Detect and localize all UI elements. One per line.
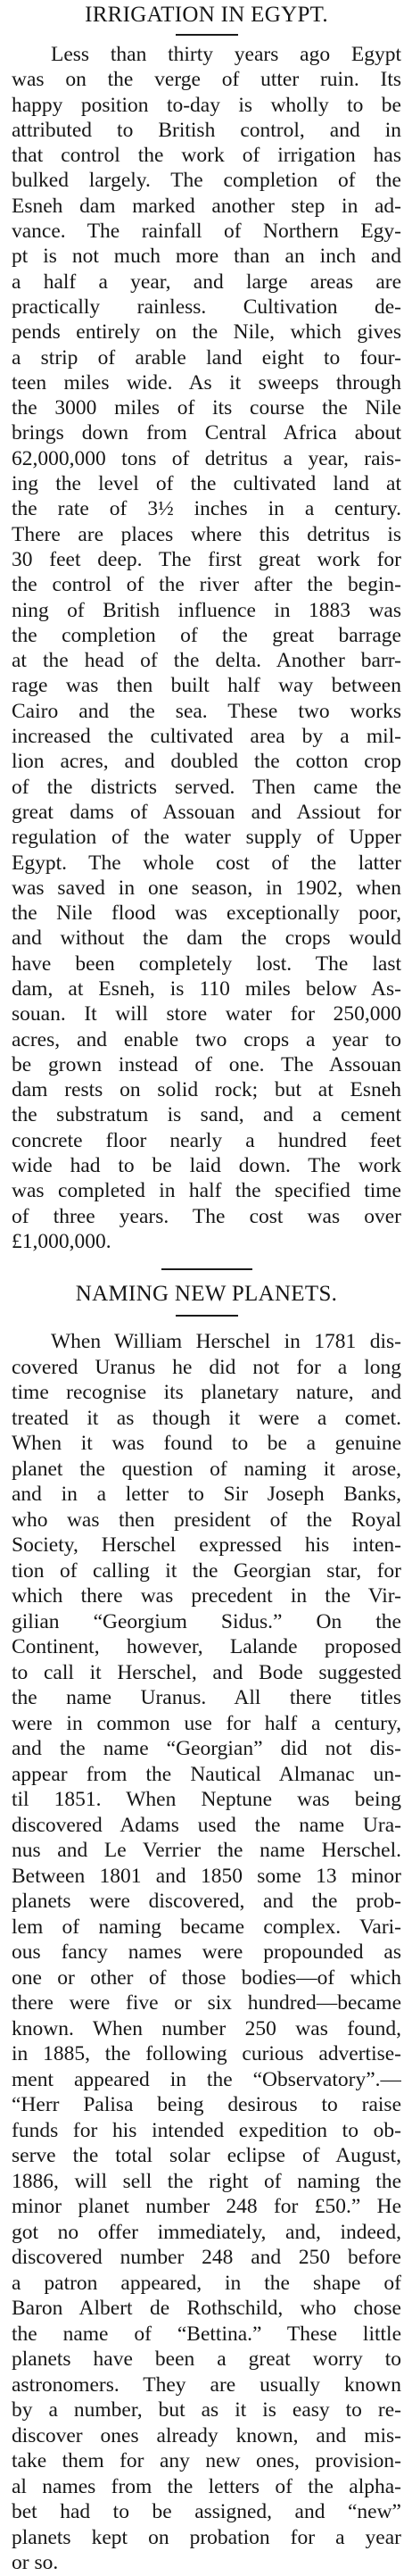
text-line: souan. It will store water for 250,000 [12,1002,401,1026]
text-line: When it was found to be a genuine [12,1432,401,1456]
text-line: wide had to be laid down. The work [12,1154,401,1178]
text-line: or so. [12,2551,59,2575]
text-line: who was then president of the Royal [12,1508,401,1532]
text-line: Society, Herschel expressed his inten- [12,1533,401,1558]
text-line: got no offer immediately, and, indeed, [12,2220,401,2244]
text-line: bulked largely. The completion of the [12,169,401,193]
text-line: discovered number 248 and 250 before [12,2246,401,2270]
article-headline-irrigation: IRRIGATION IN EGYPT. [85,3,328,27]
text-line: Egypt. The whole cost of the latter [12,851,401,875]
text-line: astronomers. They are usually known [12,2372,401,2397]
text-line: covered Uranus he did not for a long [12,1355,401,1379]
text-line: When William Herschel in 1781 dis- [51,1330,401,1354]
text-line: that control the work of irrigation has [12,144,401,168]
text-line: 62,000,000 tons of detritus a year, rais- [12,446,401,470]
headline-rule [176,34,238,36]
text-line: Less than thirty years ago Egypt [51,43,401,66]
text-line: were in common use for half a century, [12,1711,401,1735]
text-line: the Nile flood was exceptionally poor, [12,902,401,926]
text-line: til 1851. When Neptune was being [12,1788,401,1812]
text-line: planet the question of naming it arose, [12,1457,401,1481]
text-line: was completed in half the specified time [12,1179,401,1203]
text-line: pt is not much more than an inch and [12,245,401,269]
text-line: attributed to British control, and in [12,118,401,142]
article-body-irrigation [12,42,401,1254]
text-line: dam, at Esneh, is 110 miles below As- [12,976,401,1001]
text-line: There are places where this detritus is [12,522,401,546]
text-line: planets have been a great worry to [12,2347,401,2372]
text-line: the name Uranus. All there titles [12,1686,401,1710]
article-headline-planets: NAMING NEW PLANETS. [75,1282,338,1307]
text-line: was on the verge of utter ruin. Its [12,68,401,92]
text-line: regulation of the water supply of Upper [12,826,401,850]
text-line: brings down from Central Africa about [12,421,401,445]
text-line: vance. The rainfall of Northern Egy- [12,220,401,244]
text-line: minor planet number 248 for £50.” He [12,2195,401,2219]
text-line: known. When number 250 was found, [12,2016,401,2040]
text-line: which there was precedent in the Vir- [12,1584,401,1608]
headline-rule [176,1315,238,1317]
text-line: Baron Albert de Rothschild, who chose [12,2297,401,2321]
text-line: time recognise its planetary nature, and [12,1381,401,1405]
text-line: practically rainless. Cultivation de- [12,295,401,319]
text-line: planets kept on probation for a year [12,2525,401,2549]
text-line: a half a year, and large areas are [12,270,401,294]
text-line: “Herr Palisa being desirous to raise [12,2093,401,2117]
text-line: lion acres, and doubled the cotton crop [12,750,401,774]
text-line: treated it as though it were a comet. [12,1406,401,1430]
text-line: was saved in one season, in 1902, when [12,876,401,900]
text-line: discover ones already known, and mis- [12,2423,401,2447]
text-line: happy position to-day is wholly to be [12,93,401,117]
text-line: ous fancy names were propounded as [12,1940,401,1965]
text-line: the rate of 3½ inches in a century. [12,497,401,521]
text-line: ment appeared in the “Observatory”.— [12,2067,401,2091]
text-line: of three years. The cost was over [12,1204,401,1228]
text-line: a patron appeared, in the shape of [12,2271,401,2295]
text-line: Esneh dam marked another step in ad- [12,194,401,218]
article-body-planets [12,1329,401,2576]
text-line: be grown instead of one. The Assouan [12,1052,401,1076]
text-line: funds for his intended expedition to ob- [12,2118,401,2142]
text-line: teen miles wide. As it sweeps through [12,370,401,395]
text-line: gilian “Georgium Sidus.” On the [12,1609,401,1633]
text-line: increased the cultivated area by a mil- [12,725,401,749]
text-line: rage was then built half way between [12,674,401,698]
text-line: dam rests on solid rock; but at Esneh [12,1078,401,1102]
text-line: Continent, however, Lalande proposed [12,1635,401,1659]
text-line: tion of calling it the Georgian star, for [12,1558,401,1583]
article-separator-rule [161,1268,252,1270]
text-line: concrete floor nearly a hundred feet [12,1128,401,1152]
text-line: the 3000 miles of its course the Nile [12,396,401,420]
text-line: take them for any new ones, provision- [12,2449,401,2473]
text-line: £1,000,000. [12,1229,111,1253]
text-line: 1886, will sell the right of naming the [12,2169,401,2193]
text-line: and without the dam the crops would [12,927,401,951]
text-line: al names from the letters of the alpha- [12,2474,401,2498]
text-line: the control of the river after the begin- [12,573,401,597]
text-line: ning of British influence in 1883 was [12,598,401,622]
text-line: a strip of arable land eight to four- [12,345,401,370]
text-line: and the name “Georgian” did not dis- [12,1737,401,1761]
text-line: there were five or six hundred—became [12,1991,401,2015]
text-line: discovered Adams used the name Ura- [12,1813,401,1837]
text-line: ing the level of the cultivated land at [12,472,401,496]
text-line: to call it Herschel, and Bode suggested [12,1660,401,1684]
text-line: by a number, but as it is easy to re- [12,2398,401,2422]
text-line: Cairo and the sea. These two works [12,699,401,723]
text-line: the substratum is sand, and a cement [12,1103,401,1127]
text-line: great dams of Assouan and Assiout for [12,800,401,824]
text-line: appear from the Nautical Almanac un- [12,1762,401,1786]
text-line: in 1885, the following curious advertise- [12,2042,401,2066]
text-line: bet had to be assigned, and “new” [12,2500,401,2524]
text-line: 30 feet deep. The first great work for [12,547,401,571]
text-line: nus and Le Verrier the name Herschel. [12,1839,401,1863]
text-line: serve the total solar eclipse of August, [12,2144,401,2168]
text-line: at the head of the delta. Another barr- [12,649,401,673]
text-line: the name of “Bettina.” These little [12,2322,401,2346]
text-line: Between 1801 and 1850 some 13 minor [12,1864,401,1888]
text-line: planets were discovered, and the prob- [12,1890,401,1914]
text-line: lem of naming became complex. Vari- [12,1915,401,1939]
text-line: the completion of the great barrage [12,623,401,647]
text-line: acres, and enable two crops a year to [12,1027,401,1051]
text-line: pends entirely on the Nile, which gives [12,320,401,345]
text-line: one or other of those bodies—of which [12,1965,401,1990]
text-line: and in a letter to Sir Joseph Banks, [12,1483,401,1507]
text-line: of the districts served. Then came the [12,775,401,799]
text-line: have been completely lost. The last [12,951,401,976]
